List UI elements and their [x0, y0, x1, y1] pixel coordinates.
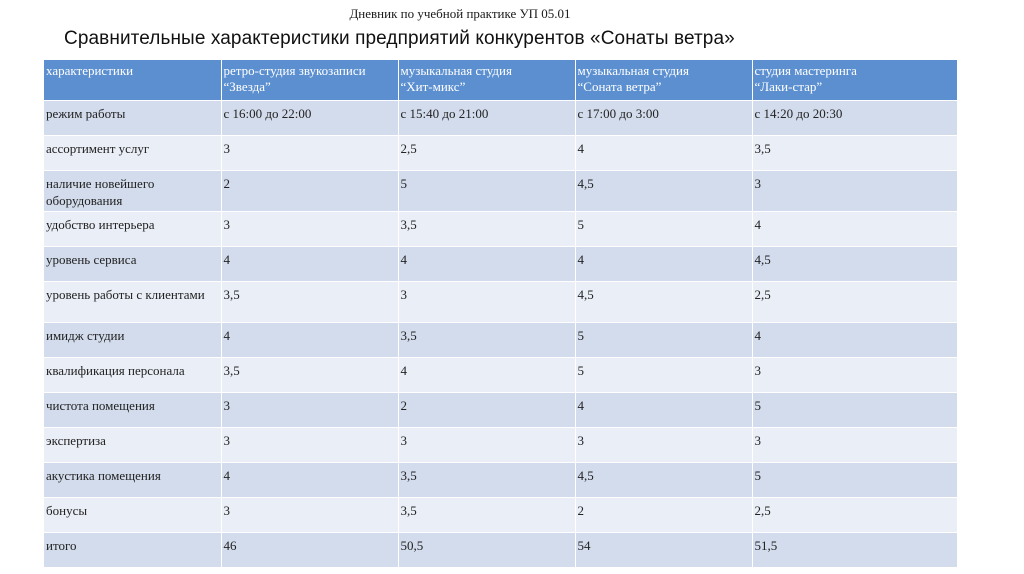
row-label: акустика помещения [44, 462, 221, 497]
row-label: режим работы [44, 100, 221, 135]
table-cell: 5 [752, 462, 957, 497]
table-cell: 3 [575, 427, 752, 462]
table-cell: 54 [575, 532, 752, 567]
table-cell: 4 [221, 322, 398, 357]
table-row [44, 497, 957, 532]
header-line-1: музыкальная студия [400, 63, 512, 78]
table-cell: 4,5 [575, 170, 752, 211]
table-cell: 3 [398, 281, 575, 322]
table-cell: 2,5 [752, 497, 957, 532]
document-subheading: Дневник по учебной практике УП 05.01 [349, 6, 571, 21]
table-row [44, 135, 957, 170]
header-line-2: “Хит-микс” [400, 79, 466, 94]
table-cell: 5 [575, 211, 752, 246]
header-characteristics [44, 60, 221, 100]
table-cell: 4 [221, 462, 398, 497]
table-cell: 5 [575, 322, 752, 357]
table-cell: 3 [752, 170, 957, 211]
row-label: наличие новейшего оборудования [44, 170, 221, 211]
table-row-total [44, 532, 957, 567]
header-line-2: “Лаки-стар” [754, 79, 823, 94]
table-header-row [44, 60, 957, 100]
table-cell: 2 [221, 170, 398, 211]
header-line-1: студия мастеринга [754, 63, 857, 78]
table-cell: 3 [221, 497, 398, 532]
table-cell: 4 [752, 211, 957, 246]
row-label: уровень сервиса [44, 246, 221, 281]
header-line-2: “Соната ветра” [577, 79, 662, 94]
table-cell: 2,5 [752, 281, 957, 322]
row-label: экспертиза [44, 427, 221, 462]
table-cell: с 16:00 до 22:00 [221, 100, 398, 135]
table-cell: 3 [398, 427, 575, 462]
row-label: удобство интерьера [44, 211, 221, 246]
row-label: имидж студии [44, 322, 221, 357]
table-cell: с 15:40 до 21:00 [398, 100, 575, 135]
table-cell: 3 [221, 135, 398, 170]
table-row [44, 427, 957, 462]
table-row [44, 246, 957, 281]
table-cell: 3 [221, 427, 398, 462]
table-cell: 2 [398, 392, 575, 427]
table-row [44, 392, 957, 427]
table-cell: 3 [221, 211, 398, 246]
table-row [44, 357, 957, 392]
row-label: квалификация персонала [44, 357, 221, 392]
row-label: итого [44, 532, 221, 567]
header-sonata-vetra [575, 60, 752, 100]
header-laki-star [752, 60, 957, 100]
row-label: чистота помещения [44, 392, 221, 427]
table-cell: 50,5 [398, 532, 575, 567]
row-label: ассортимент услуг [44, 135, 221, 170]
table-cell: 2 [575, 497, 752, 532]
row-label: бонусы [44, 497, 221, 532]
header-zvezda [221, 60, 398, 100]
table-cell: с 17:00 до 3:00 [575, 100, 752, 135]
comparison-table [44, 60, 958, 567]
header-line-2: “Звезда” [223, 79, 271, 94]
table-cell: 3,5 [398, 322, 575, 357]
table-cell: 3,5 [752, 135, 957, 170]
table-cell: 3,5 [398, 497, 575, 532]
table-row [44, 211, 957, 246]
table-cell: с 14:20 до 20:30 [752, 100, 957, 135]
table-cell: 46 [221, 532, 398, 567]
table-cell: 2,5 [398, 135, 575, 170]
table-cell: 3,5 [398, 462, 575, 497]
table-cell: 5 [398, 170, 575, 211]
table-cell: 4 [398, 357, 575, 392]
table-cell: 4 [221, 246, 398, 281]
table-cell: 5 [575, 357, 752, 392]
table-cell: 3 [221, 392, 398, 427]
row-label: уровень работы с клиентами [44, 281, 221, 322]
table-cell: 4,5 [752, 246, 957, 281]
table-row [44, 322, 957, 357]
page-title: Сравнительные характеристики предприятий конкурентов «Сонаты ветра» [64, 28, 735, 49]
header-line-1: музыкальная студия [577, 63, 689, 78]
table-cell: 4 [398, 246, 575, 281]
table-row [44, 281, 957, 322]
header-hit-miks [398, 60, 575, 100]
table-cell: 4 [575, 392, 752, 427]
table-row [44, 100, 957, 135]
table-cell: 4 [752, 322, 957, 357]
table-cell: 3 [752, 427, 957, 462]
table-cell: 3,5 [398, 211, 575, 246]
table-cell: 4,5 [575, 462, 752, 497]
table-cell: 5 [752, 392, 957, 427]
table-cell: 4,5 [575, 281, 752, 322]
table-cell: 4 [575, 246, 752, 281]
table-cell: 51,5 [752, 532, 957, 567]
header-line-1: характеристики [46, 63, 134, 78]
table-cell: 4 [575, 135, 752, 170]
table-row [44, 462, 957, 497]
table-cell: 3,5 [221, 357, 398, 392]
table-cell: 3,5 [221, 281, 398, 322]
header-line-1: ретро-студия звукозаписи [223, 63, 366, 78]
table-row [44, 170, 957, 211]
table-cell: 3 [752, 357, 957, 392]
